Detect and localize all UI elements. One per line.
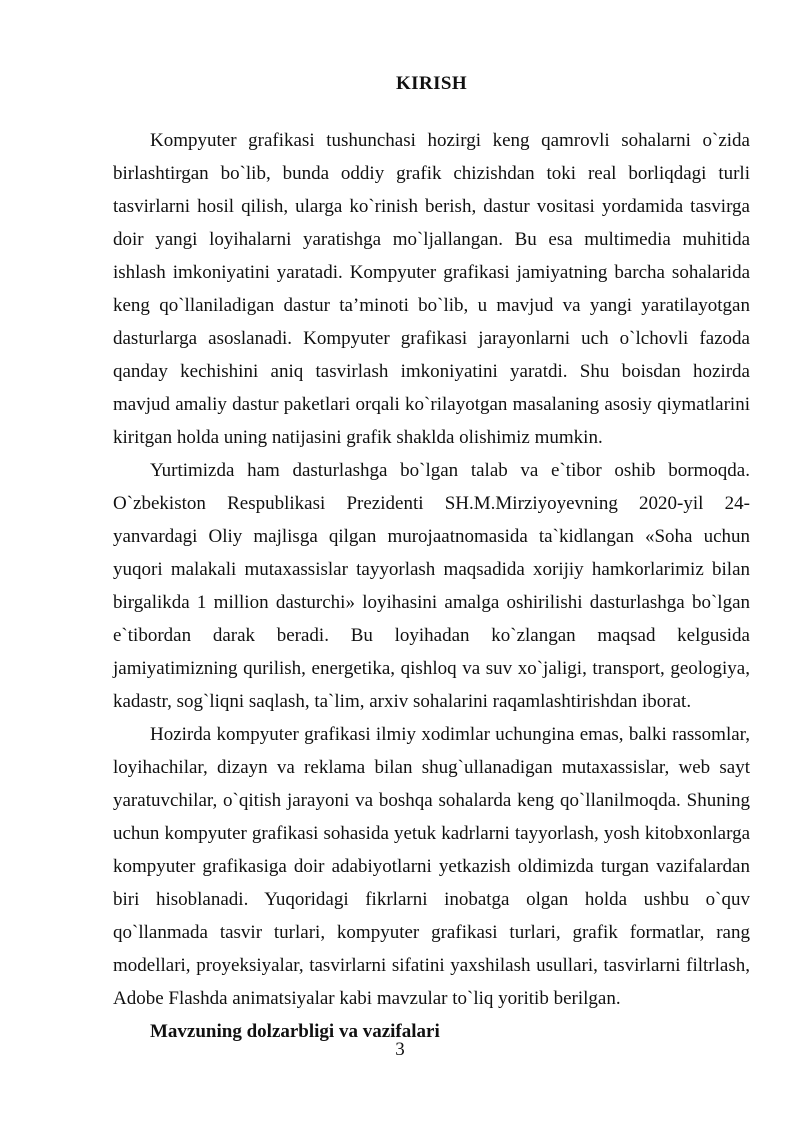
page-number: 3 (395, 1039, 405, 1060)
sub-heading: Mavzuning dolzarbligi va vazifalari (150, 1020, 440, 1042)
paragraph-2: Yurtimizda ham dasturlashga bo`lgan talab va e`tibor oshib bormoqda. O`zbekiston Respublikasi Prezidenti SH.M.Mirziyoyevning 2020-yil 24-yanvardagi Oliy majlisga qilgan murojaatnomasida ta`kidlangan «Soha uchun yuqori malakali mutaxassislar tayyorlash maqsadida xorijiy hamkorlarimiz bilan birgalikda 1 million dasturchi» loyihasini amalga oshirilishi dasturlashga bo`lgan e`tibordan darak beradi. Bu loyihadan ko`zlangan maqsad kelgusida jamiyatimizning qurilish, energetika, qishloq va suv xo`jaligi, transport, geologiya, kadastr, sog`liqni saqlash, ta`lim, arxiv sohalarini raqamlashtirishdan iborat. (113, 459, 750, 712)
paragraph-3: Hozirda kompyuter grafikasi ilmiy xodimlar uchungina emas, balki rassomlar, loyihachilar, dizayn va reklama bilan shug`ullanadigan mutaxassislar, web sayt yaratuvchilar, o`qitish jarayoni va boshqa sohalarda keng qo`llanilmoqda. Shuning uchun kompyuter grafikasi sohasida yetuk kadrlarni tayyorlash, yosh kitobxonlarga kompyuter grafikasiga doir adabiyotlarni yetkazish oldimizda turgan vazifalardan biri hisoblanadi. Yuqoridagi fikrlarni inobatga olgan holda ushbu o`quv qo`llanmada tasvir turlari, kompyuter grafikasi turlari, grafik formatlar, rang modellari, proyeksiyalar, tasvirlarni sifatini yaxshilash usullari, tasvirlarni filtrlash, Adobe Flashda animatsiyalar kabi mavzular to`liq yoritib berilgan. (113, 723, 750, 1009)
paragraph-1: Kompyuter grafikasi tushunchasi hozirgi keng qamrovli sohalarni o`zida birlashtirgan bo`lib, bunda oddiy grafik chizishdan toki real borliqdagi turli tasvirlarni hosil qilish, ularga ko`rinish berish, dastur vositasi yordamida tasvirga doir yangi loyihalarni yaratishga mo`ljallangan. Bu esa multimedia muhitida ishlash imkoniyatini yaratadi. Kompyuter grafikasi jamiyatning barcha sohalarida keng qo`llaniladigan dastur ta’minoti bo`lib, u mavjud va yangi yaratilayotgan dasturlarga asoslanadi. Kompyuter grafikasi jarayonlarni uch o`lchovli fazoda qanday kechishini aniq tasvirlash imkoniyatini yaratdi. Shu boisdan hozirda mavjud amaliy dastur paketlari orqali ko`rilayotgan masalaning asosiy qiymatlarini kiritgan holda uning natijasini grafik shaklda olishimiz mumkin. (113, 129, 750, 448)
page-content (113, 0, 750, 1048)
page-title: KIRISH (395, 73, 468, 94)
